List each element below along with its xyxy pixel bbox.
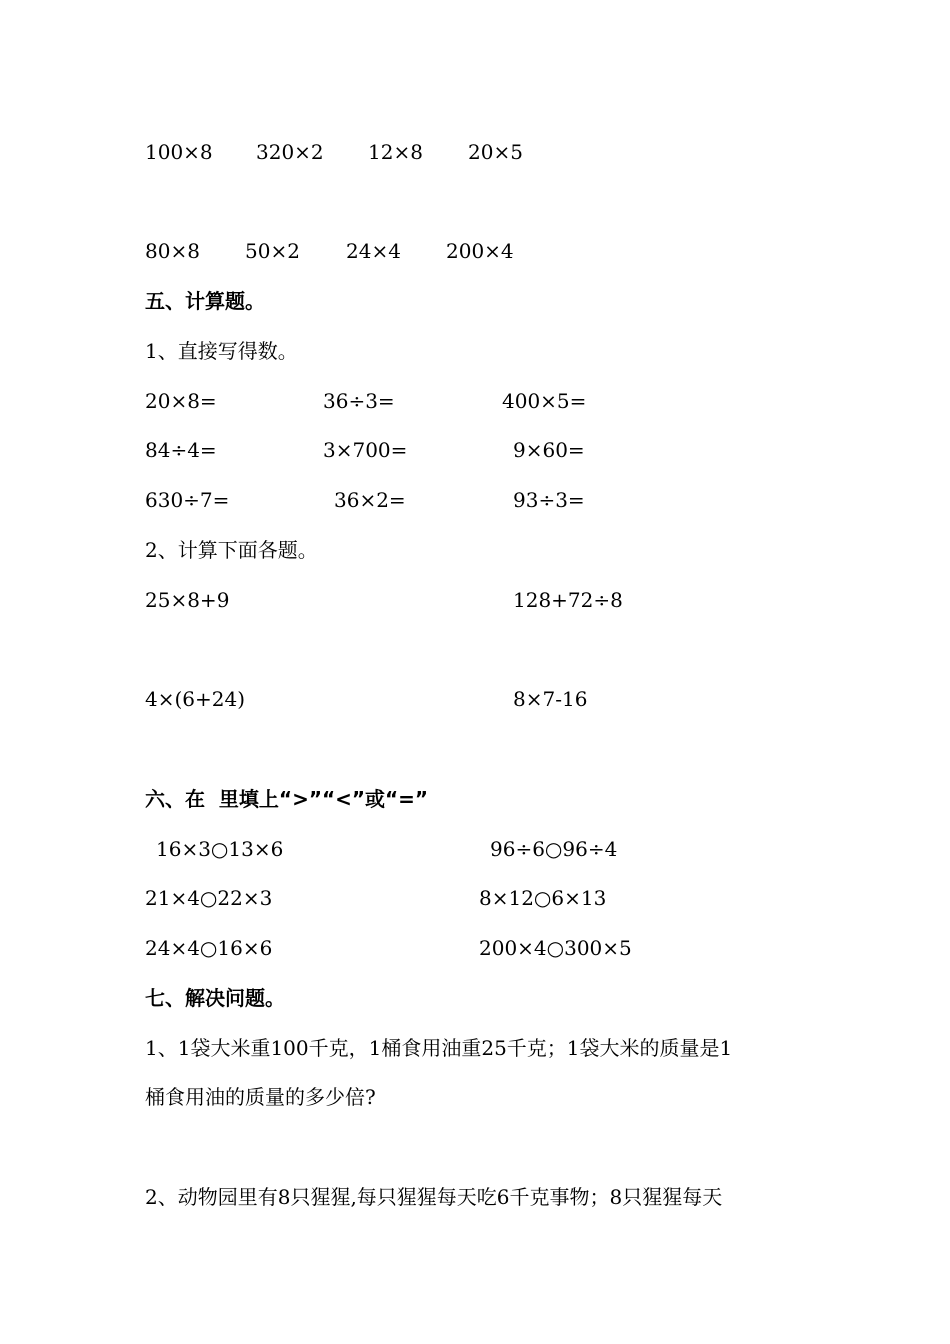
estimate-item: 320×2	[256, 140, 324, 164]
compare-item: 8×12○6×13	[479, 886, 607, 910]
section-5-q1-title: 1、直接写得数。	[145, 339, 298, 363]
problem-1-line-2: 桶食用油的质量的多少倍?	[145, 1085, 376, 1109]
oral-calc-item: 36÷3=	[323, 389, 395, 413]
estimate-item: 20×5	[468, 140, 523, 164]
compare-item: 96÷6○96÷4	[490, 837, 618, 861]
oral-calc-item: 36×2=	[334, 488, 406, 512]
section-5-q2-title: 2、计算下面各题。	[145, 538, 318, 562]
problem-2-line-1: 2、动物园里有8只猩猩,每只猩猩每天吃6千克事物；8只猩猩每天	[145, 1185, 723, 1209]
estimate-item: 12×8	[368, 140, 423, 164]
calc-item: 128+72÷8	[513, 588, 623, 612]
compare-item: 21×4○22×3	[145, 886, 273, 910]
estimate-item: 24×4	[346, 239, 401, 263]
calc-item: 25×8+9	[145, 588, 230, 612]
section-5-title: 五、计算题。	[145, 289, 265, 313]
oral-calc-item: 400×5=	[502, 389, 587, 413]
estimate-item: 50×2	[245, 239, 300, 263]
oral-calc-item: 20×8=	[145, 389, 217, 413]
section-7-title: 七、解决问题。	[145, 986, 285, 1010]
problem-1-line-1: 1、1袋大米重100千克，1桶食用油重25千克；1袋大米的质量是1	[145, 1036, 733, 1060]
estimate-item: 100×8	[145, 140, 213, 164]
oral-calc-item: 84÷4=	[145, 438, 217, 462]
oral-calc-item: 630÷7=	[145, 488, 230, 512]
estimate-item: 200×4	[446, 239, 514, 263]
oral-calc-item: 93÷3=	[513, 488, 585, 512]
calc-item: 4×(6+24)	[145, 687, 246, 711]
compare-item: 24×4○16×6	[145, 936, 273, 960]
compare-item: 200×4○300×5	[479, 936, 632, 960]
estimate-item: 80×8	[145, 239, 200, 263]
calc-item: 8×7-16	[513, 687, 588, 711]
section-6-title: 六、在 里填上“>”“<”或“=”	[145, 787, 429, 811]
compare-item: 16×3○13×6	[156, 837, 284, 861]
oral-calc-item: 3×700=	[323, 438, 408, 462]
oral-calc-item: 9×60=	[513, 438, 585, 462]
